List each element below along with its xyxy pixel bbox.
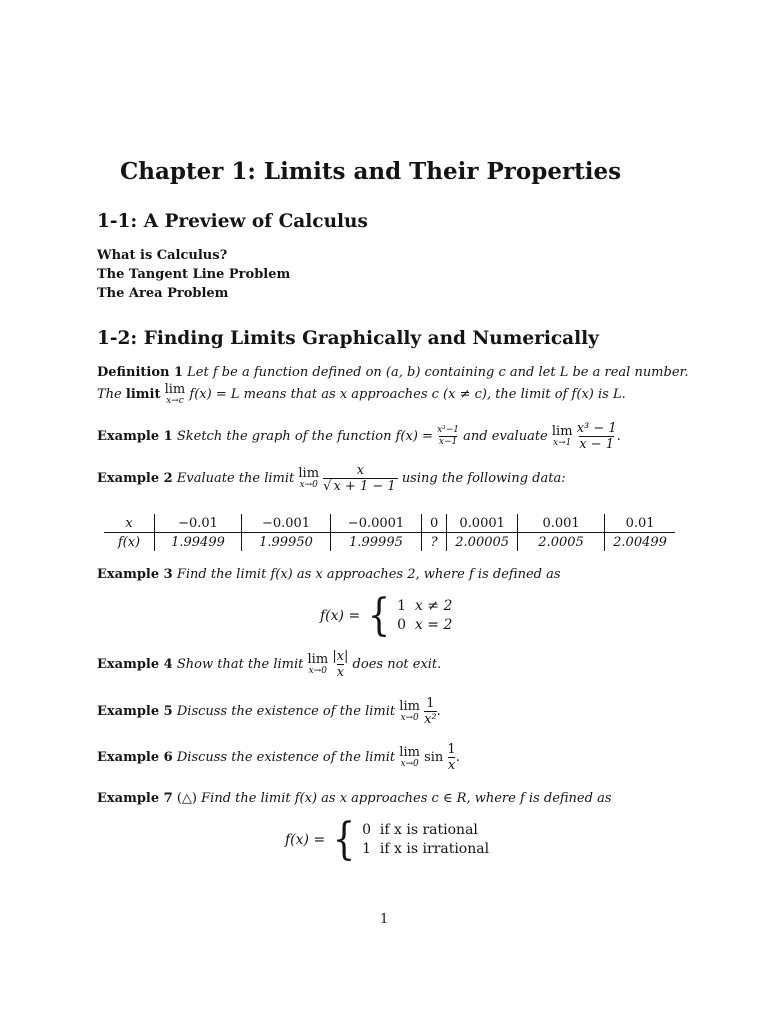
example-label: Example 4 [97, 657, 173, 673]
section-1-item: The Area Problem [97, 286, 229, 301]
page-number: 1 [380, 912, 389, 927]
example-1: Example 1 Sketch the graph of the function f(x) = $\frac{\text{x³−1}}{x-1}$ and evaluate lim x→1 $\frac{\text{x³ − 1}}{x - 1}$ . [97, 421, 621, 452]
lim-operator: lim x→1 [551, 424, 573, 449]
table-cell: 1.99499 [155, 533, 242, 552]
example-5: Example 5 Discuss the existence of the limit lim x→0 $\frac{1}{\text{x²}}$ . [97, 696, 441, 727]
example-text-2: does not exit. [352, 657, 442, 673]
example-4 [97, 650, 441, 679]
example-text: Show that the limit [176, 657, 304, 673]
limit-fraction: $\frac{x}{√ x + 1 - 1}$ [323, 463, 396, 494]
lim-operator: lim x→c [164, 382, 186, 406]
example-label: Example 7 [97, 791, 173, 806]
piecewise-function-1 [320, 590, 453, 641]
triangle-mark: (△) [176, 791, 198, 806]
limit-fraction: $\frac{1}{\text{x²}}$ [424, 696, 437, 727]
table-cell: 2.00499 [613, 534, 667, 550]
example-text: Find the limit f(x) as x approaches 2, where f is defined as [176, 567, 561, 582]
example-3 [97, 567, 561, 582]
table-cell: 1.99995 [331, 533, 422, 552]
table-cell: −0.01 [155, 514, 242, 533]
left-brace: { [367, 590, 390, 641]
limit-fraction: $\frac{1}{x}$ [447, 742, 456, 773]
table-cell: 2.0005 [518, 533, 605, 552]
table-cell: 0 [422, 514, 447, 533]
table-cell: −0.0001 [331, 514, 422, 533]
data-table [104, 514, 675, 551]
section-1-title: 1-1: A Preview of Calculus [97, 211, 368, 232]
limit-fraction: $\frac{|x|}{x}$ [332, 649, 349, 680]
example-text: Find the limit f(x) as x approaches c ∈ R, where f is defined as [201, 791, 612, 806]
table-cell: 0.001 [518, 514, 605, 533]
table-cell: −0.001 [242, 514, 331, 533]
example-label: Example 3 [97, 567, 173, 582]
definition-expression: f(x) = L means that as x approaches c (x ≠ c), the limit of f(x) is L. [189, 387, 626, 402]
example-label: Example 5 [97, 704, 173, 720]
table-cell: ? [422, 533, 447, 552]
example-text: Discuss the existence of the limit [176, 750, 396, 766]
table-cell: 1.99950 [242, 533, 331, 552]
section-1-item: What is Calculus? [97, 248, 228, 263]
example-label: Example 2 [97, 471, 173, 487]
table-row [104, 533, 675, 552]
example-label: Example 1 [97, 429, 173, 445]
table-cell: x [104, 514, 155, 533]
piecewise-function-2 [285, 814, 490, 865]
piecewise-lhs: f(x) = [285, 832, 326, 848]
example-text: Sketch the graph of the function f(x) = [176, 429, 433, 445]
definition-label: Definition 1 [97, 365, 184, 380]
piecewise-lhs: f(x) = [320, 608, 361, 624]
example-7 [97, 791, 612, 806]
lim-operator: lim x→0 [307, 652, 329, 677]
definition-1-line-2 [97, 383, 626, 406]
example-2 [97, 464, 566, 493]
lim-operator: lim x→0 [399, 745, 420, 770]
section-2-title: 1-2: Finding Limits Graphically and Numerically [97, 328, 599, 349]
limit-fraction: $\frac{\text{x³ − 1}}{x - 1}$ [576, 421, 617, 452]
lim-operator: lim x→0 [399, 699, 420, 724]
definition-line-1: Let f be a function defined on (a, b) containing c and let L be a real number. [187, 365, 689, 380]
section-1-item: The Tangent Line Problem [97, 267, 291, 282]
table-cell: f(x) [104, 533, 155, 552]
example-text: Evaluate the limit [176, 471, 295, 487]
table-cell: 2.00005 [447, 533, 518, 552]
example-label: Example 6 [97, 750, 173, 766]
table-row [104, 514, 675, 533]
table-cell: 0.0001 [447, 514, 518, 533]
definition-word-the: The [97, 387, 122, 402]
left-brace: { [332, 814, 355, 865]
lim-operator: lim x→0 [298, 466, 320, 491]
inline-fraction: $\frac{\text{x³−1}}{x-1}$ [437, 425, 460, 447]
example-text: Discuss the existence of the limit [176, 704, 396, 720]
example-text-2: and evaluate [463, 429, 548, 445]
example-6: Example 6 Discuss the existence of the limit lim x→0 sin $\frac{1}{x}$ . [97, 742, 460, 773]
definition-1 [97, 365, 688, 380]
table-cell: 0.01 [605, 514, 676, 533]
chapter-title: Chapter 1: Limits and Their Properties [120, 158, 622, 185]
example-text-2: using the following data: [401, 471, 566, 487]
piecewise-cases: 1 x ≠ 2 0 x = 2 [397, 598, 453, 633]
definition-word-limit: limit [125, 387, 161, 402]
piecewise-cases: 0 if x is rational 1 if x is irrational [362, 822, 490, 857]
sin-operator: sin [424, 750, 444, 766]
